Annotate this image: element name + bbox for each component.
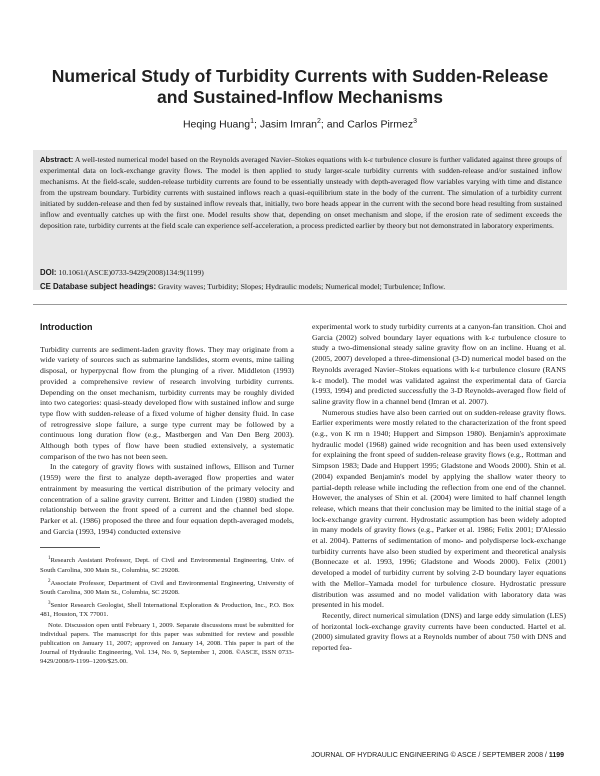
journal-footer: JOURNAL OF HYDRAULIC ENGINEERING © ASCE / SEPTEMBER 2008 / xyxy=(311,752,547,759)
footnote xyxy=(40,554,294,574)
doi-label: DOI: xyxy=(40,268,57,277)
section-divider xyxy=(33,304,567,305)
author-affiliation-mark: 2 xyxy=(317,118,321,125)
footnote-text: Note. Discussion open until February 1, 2009. Separate discussions must be submitted for individual papers. The manuscript for this paper was submitted for review and possible publication on January 11, 2007; approved on January 14, 2008. This paper is part of the Journal of Hydraulic Engineering, Vol. 134, No. 9, September 1, 2008. ©ASCE, ISSN 0733-9429/2008/9-1199–1209/$25.00. xyxy=(40,622,294,666)
author-name: Jasim Imran xyxy=(259,118,318,131)
author-name: Carlos Pirmez xyxy=(347,118,414,131)
body-paragraph: Turbidity currents are sediment-laden gravity flows. They may originate from a wide variety of sources such as submarine landslides, storm events, mine tailing disposal, or hyperpycnal flow from the plunging of a river. Middleton (1993) provided a comprehensive review of research involving turbidity currents. Depending on the onset mechanism, turbidity currents may be roughly divided into two categories: quasi-steady developed flow with sustained inflow and surge type flow with sudden-release of a fixed volume of higher density fluid. In case of retrogressive slope failure, a surge type current may be followed by a continuous long duration flow (e.g., Mastbergen and Van Den Berg 2003). Although both types of flow have been studied extensively, a systematic comparison of the two has not been seen. xyxy=(40,344,294,461)
footnote-text: Senior Research Geologist, Shell International Exploration & Production, Inc., P.O. Box 481, Houston, TX 77001. xyxy=(40,602,294,619)
subject-headings-value: Gravity waves; Turbidity; Slopes; Hydraulic models; Numerical model; Turbulence; Inflow. xyxy=(158,282,446,291)
footnote-text: Research Assistant Professor, Dept. of Civil and Environmental Engineering, Univ. of South Carolina, 300 Main St., Columbia, SC 29208. xyxy=(40,557,294,574)
author-affiliation-mark: 1 xyxy=(250,118,254,125)
body-paragraph: Recently, direct numerical simulation (DNS) and large eddy simulation (LES) of horizontal lock-exchange gravity currents have been conducted. Hartel et al. (2000) simulated gravity flows at a Reynolds number of about 750 with DNS and reported fea- xyxy=(312,610,566,653)
footnote-number: 1 xyxy=(48,556,51,562)
body-paragraph: Numerous studies have also been carried out on sudden-release gravity flows. Earlier experiments were mostly related to the characterization of the front speed (e.g., von K rm n 1940; Huppert and Simpson 1980). Benjamin's approximate hydraulic model (1968) gained wide recognition and has been used extensively for explaining the front speed of sudden-release gravity flows (e.g., Rottman and Simpson 1983; Dade and Huppert 1995; Gladstone and Woods 2000). Shin et al. (2004) expanded Benjamin's model by applying the shallow water theory to partial-depth release while including the reflection from one end of the channel. However, the analyses of Shin et al. (2004) were limited to half channel length release, which means that their conclusion may be limited to the initial stage of a lock-exchange gravity current. Hydrostatic assumption has been widely adopted in many models of gravity flows (e.g., Parker et al. 1986; Felix 2001; D'Alessio et al. 2004). Patterns of sedimentation of mono- and polydisperse lock-exchange turbidity currents have also been studied by experiment and theoretical analysis (Bonnecaze et al. 1993, 1996; Gladstone and Woods 2000). Felix (2001) developed a model of turbidity current by solving 2-D boundary layer equations with the Mellor–Yamada model for turbulence closure. Hydrostatic pressure distribution was assumed and no model validation with laboratory data was presented in his model. xyxy=(312,407,566,610)
author-name: Heqing Huang xyxy=(182,118,251,131)
footnote xyxy=(40,577,294,597)
body-paragraph: In the category of gravity flows with sustained inflows, Ellison and Turner (1959) were the first to analyze depth-averaged flow properties and water entrainment by measuring the vertical distribution of the primary velocity and concentration of a saline gravity current. Britter and Linden (1980) studied the relationship between the front speed of a current and the channel bed slope. Parker et al. (1986) proposed the three and four equation depth-averaged models, and Garcia (1993, 1994) conducted extensive xyxy=(40,462,294,536)
left-column xyxy=(40,322,294,668)
footnote-divider xyxy=(40,547,100,548)
footnote-text: Associate Professor, Department of Civil and Environmental Engineering, University of South Carolina, 300 Main St., Columbia, SC 29208. xyxy=(40,579,294,596)
abstract-label: Abstract: xyxy=(40,155,74,164)
abstract-text: A well-tested numerical model based on the Reynolds averaged Navier–Stokes equations with k-ε turbulence closure is further validated against three groups of experimental data on lock-exchange gravity flows. The model is then applied to study larger-scale turbidity currents with sudden-release and/or sustained inflow mechanisms. At the field-scale, sudden-release turbidity currents are found to be essentially unsteady with depth-averaged flow variables varying with time and distance from the upstream boundary. Turbidity currents with sustained inflows reach a quasi-equilibrium state in the body of the current. The simulation of a turbidity current initiated by sudden-release and then fed by sustained inflow reveals that, initially, two bore heads appear in the current with the second bore head resulting from sustained inflow and eventually catches up with the first one. Model results show that, depending on onset mechanism and slope, if the erosion rate of sediment exceeds the deposition rate, turbidity currents at the field scale can experience self-acceleration, a process predicted earlier by theory but not demonstrated in laboratory experiments. xyxy=(40,155,562,230)
author-separator: ; xyxy=(253,118,260,131)
abstract xyxy=(40,154,562,231)
doi-line xyxy=(40,268,560,277)
author-separator: ; and xyxy=(320,118,348,131)
page-footer xyxy=(40,752,564,759)
right-column xyxy=(312,322,566,654)
body-paragraph: experimental work to study turbidity currents at a canyon-fan transition. Choi and Garcia (2002) solved boundary layer equations with k-ε turbulence closure to study a two-dimensional steady saline gravity flow on an incline. Huang et al. (2005, 2007) developed a three-dimensional (3-D) numerical model based on the Reynolds averaged Navier–Stokes equations with k-ε turbulence closure (RANS k-ε model). The model was validated against the experimental data of Garcia (1993, 1994) and predicted successfully the 3-D Reynolds-averaged flow field of saline gravity flow in a channel bend (Imran et al. 2007). xyxy=(312,322,566,406)
footnote-note xyxy=(40,621,294,666)
doi-value[interactable]: 10.1061/(ASCE)0733-9429(2008)134:9(1199) xyxy=(58,268,204,277)
author-list xyxy=(40,118,560,131)
author-affiliation-mark: 3 xyxy=(413,118,418,125)
paper-title: Numerical Study of Turbidity Currents with Sudden-Release and Sustained-Inflow Mechanisms xyxy=(51,66,549,107)
footnote xyxy=(40,599,294,619)
page-number: 1199 xyxy=(548,752,564,759)
section-heading-introduction: Introduction xyxy=(40,322,93,332)
footnote-number: 2 xyxy=(48,578,51,584)
subject-headings-label: CE Database subject headings: xyxy=(40,282,157,291)
subject-headings xyxy=(40,282,564,291)
footnote-number: 3 xyxy=(48,600,51,606)
